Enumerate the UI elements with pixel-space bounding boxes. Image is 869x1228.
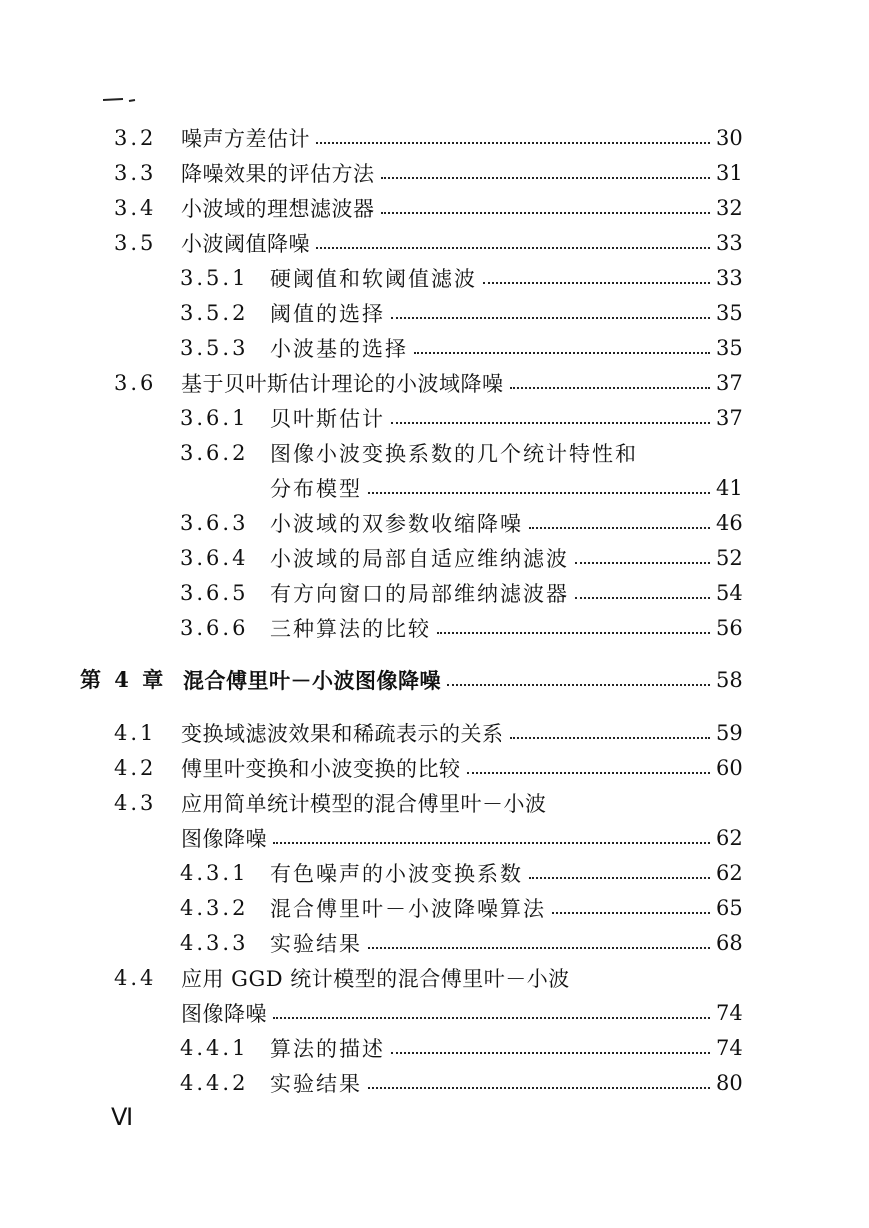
toc-entry-page: 37 — [716, 371, 743, 395]
toc-entry[interactable] — [114, 193, 760, 223]
toc-entry[interactable] — [180, 928, 760, 958]
dot-leader — [316, 142, 710, 144]
toc-entry-page: 31 — [716, 161, 743, 185]
toc-entry-page: 54 — [716, 581, 743, 605]
toc-entry[interactable] — [180, 1068, 760, 1098]
toc-entry-title: 混合傅里叶－小波图像降噪 — [183, 668, 441, 693]
toc-entry-number: 4.3 — [114, 791, 157, 815]
toc-entry-title: 混合傅里叶－小波降噪算法 — [270, 897, 546, 921]
dot-leader — [368, 947, 710, 949]
toc-entry[interactable] — [180, 403, 760, 433]
dot-leader — [529, 877, 710, 879]
toc-entry-title: 小波域的双参数收缩降噪 — [270, 512, 523, 536]
dot-leader — [391, 422, 710, 424]
toc-entry-number: 3.6.6 — [180, 616, 249, 640]
toc-entry-title: 实验结果 — [270, 932, 362, 956]
toc-entry[interactable] — [114, 963, 760, 993]
page-number-footer: Ⅵ — [111, 1105, 134, 1131]
toc-entry-title: 变换域滤波效果和稀疏表示的关系 — [181, 722, 504, 746]
dot-leader — [552, 912, 710, 914]
toc-entry[interactable] — [180, 508, 760, 538]
toc-entry-title: 有色噪声的小波变换系数 — [270, 862, 523, 886]
toc-entry-number: 3.5.3 — [180, 336, 249, 360]
toc-entry[interactable] — [114, 718, 760, 748]
dot-leader — [391, 317, 710, 319]
dot-leader — [510, 737, 711, 739]
toc-entry-number: 3.5.1 — [180, 266, 249, 290]
toc-entry[interactable] — [180, 1033, 760, 1063]
toc-entry-page: 74 — [716, 1001, 743, 1025]
toc-entry-number: 3.6.5 — [180, 581, 249, 605]
toc-entry[interactable] — [180, 543, 760, 573]
toc-entry-page: 46 — [716, 511, 743, 535]
dot-leader — [447, 684, 710, 686]
toc-entry-page: 35 — [716, 336, 743, 360]
toc-entry[interactable] — [114, 823, 760, 853]
toc-entry-number: 4.1 — [114, 721, 157, 745]
toc-entry[interactable] — [114, 788, 760, 818]
toc-entry-title: 小波域的局部自适应维纳滤波 — [270, 547, 569, 571]
toc-entry-title: 基于贝叶斯估计理论的小波域降噪 — [181, 372, 504, 396]
toc-entry-page: 35 — [716, 301, 743, 325]
toc-entry-title: 小波基的选择 — [270, 337, 408, 361]
toc-chapter-entry[interactable] — [80, 665, 760, 695]
toc-entry[interactable] — [114, 123, 760, 153]
toc-entry-number: 第 4 章 — [80, 667, 167, 692]
toc-entry-title: 应用简单统计模型的混合傅里叶－小波 — [181, 792, 547, 816]
toc-entry-number: 3.5 — [114, 231, 157, 255]
toc-entry-number: 4.3.3 — [180, 931, 249, 955]
toc-entry-page: 37 — [716, 406, 743, 430]
scan-mark — [103, 97, 137, 103]
toc-entry[interactable] — [180, 858, 760, 888]
toc-entry[interactable] — [114, 998, 760, 1028]
toc-entry-number: 4.3.1 — [180, 861, 249, 885]
toc-entry-number: 3.6.2 — [180, 441, 249, 465]
dot-leader — [381, 212, 711, 214]
toc-entry-title: 图像降噪 — [181, 1002, 267, 1026]
dot-leader — [273, 1017, 710, 1019]
dot-leader — [437, 632, 710, 634]
toc-entry-page: 58 — [716, 668, 743, 692]
toc-entry-number: 4.4 — [114, 966, 157, 990]
toc-entry-page: 80 — [716, 1071, 743, 1095]
toc-entry-title: 硬阈值和软阈值滤波 — [270, 267, 477, 291]
dot-leader — [316, 247, 710, 249]
toc-entry[interactable] — [180, 473, 760, 503]
toc-entry-title: 噪声方差估计 — [181, 127, 310, 151]
toc-entry-title: 阈值的选择 — [270, 302, 385, 326]
toc-entry-title: 三种算法的比较 — [270, 617, 431, 641]
dot-leader — [368, 492, 710, 494]
toc-entry-page: 41 — [716, 476, 743, 500]
toc-entry-page: 33 — [716, 231, 743, 255]
toc-entry-page: 33 — [716, 266, 743, 290]
toc-entry[interactable] — [180, 333, 760, 363]
toc-entry-page: 52 — [716, 546, 743, 570]
dot-leader — [575, 562, 710, 564]
toc-entry-title: 算法的描述 — [270, 1037, 385, 1061]
toc-entry-title: 应用 GGD 统计模型的混合傅里叶－小波 — [181, 967, 570, 991]
toc-entry-title: 小波阈值降噪 — [181, 232, 310, 256]
toc-entry-title: 降噪效果的评估方法 — [181, 162, 375, 186]
toc-entry-number: 4.2 — [114, 756, 157, 780]
dot-leader — [391, 1052, 710, 1054]
toc-entry[interactable] — [114, 228, 760, 258]
toc-entry[interactable] — [180, 438, 760, 468]
toc-entry-page: 68 — [716, 931, 743, 955]
toc-entry[interactable] — [114, 158, 760, 188]
toc-entry-title: 小波域的理想滤波器 — [181, 197, 375, 221]
toc-entry-title: 图像降噪 — [181, 827, 267, 851]
toc-entry-title: 贝叶斯估计 — [270, 407, 385, 431]
dot-leader — [575, 597, 710, 599]
toc-entry-number: 3.6.4 — [180, 546, 249, 570]
toc-entry[interactable] — [180, 298, 760, 328]
dot-leader — [467, 772, 711, 774]
toc-entry-title: 分布模型 — [270, 477, 362, 501]
toc-entry[interactable] — [114, 753, 760, 783]
toc-entry-page: 62 — [716, 861, 743, 885]
toc-entry[interactable] — [114, 368, 760, 398]
toc-entry-page: 32 — [716, 196, 743, 220]
toc-entry-number: 3.5.2 — [180, 301, 249, 325]
toc-entry-page: 30 — [716, 126, 743, 150]
toc-entry-title: 有方向窗口的局部维纳滤波器 — [270, 582, 569, 606]
toc-entry-page: 65 — [716, 896, 743, 920]
toc-entry[interactable] — [180, 578, 760, 608]
dot-leader — [529, 527, 710, 529]
toc-entry-number: 3.2 — [114, 126, 157, 150]
toc-entry-title: 图像小波变换系数的几个统计特性和 — [270, 442, 638, 466]
toc-entry-page: 60 — [716, 756, 743, 780]
dot-leader — [510, 387, 711, 389]
dot-leader — [414, 352, 710, 354]
toc-entry-title: 傅里叶变换和小波变换的比较 — [181, 757, 461, 781]
toc-entry-number: 3.3 — [114, 161, 157, 185]
toc-entry-number: 4.4.2 — [180, 1071, 249, 1095]
toc-entry-number: 3.4 — [114, 196, 157, 220]
dot-leader — [368, 1087, 710, 1089]
toc-entry-page: 56 — [716, 616, 743, 640]
toc-entry-number: 4.4.1 — [180, 1036, 249, 1060]
dot-leader — [381, 177, 711, 179]
toc-entry[interactable] — [180, 263, 760, 293]
toc-entry-page: 74 — [716, 1036, 743, 1060]
toc-entry[interactable] — [180, 613, 760, 643]
toc-entry-number: 3.6.1 — [180, 406, 249, 430]
dot-leader — [483, 282, 710, 284]
dot-leader — [273, 842, 710, 844]
toc-entry-page: 59 — [716, 721, 743, 745]
toc-entry-number: 4.3.2 — [180, 896, 249, 920]
toc-entry-number: 3.6.3 — [180, 511, 249, 535]
toc-entry-title: 实验结果 — [270, 1072, 362, 1096]
toc-entry-number: 3.6 — [114, 371, 157, 395]
toc-entry[interactable] — [180, 893, 760, 923]
toc-entry-page: 62 — [716, 826, 743, 850]
